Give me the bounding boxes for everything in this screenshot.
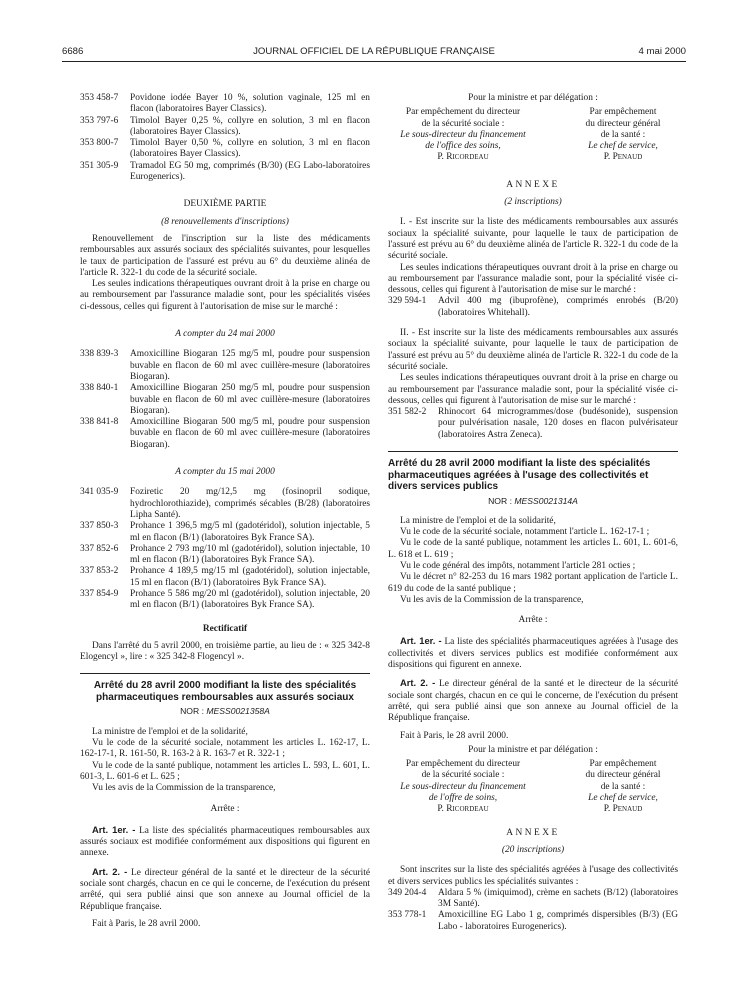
list-item: 351 305-9 Tramadol EG 50 mg, comprimés (B/30) (EG Labo-laboratoires Eurogenerics). [80, 160, 370, 183]
issue-date: 4 mai 2000 [638, 46, 686, 57]
entries-top [80, 93, 370, 183]
annexe-title: ANNEXE [506, 179, 560, 190]
visa-line: Vu le code de la sécurité sociale, notamment les articles L. 162-17, L. 162-17-1, R. 161-50, R. 163-2 à R. 163-7 et R. 322-1 ; [80, 738, 370, 760]
arrete-block [80, 673, 370, 930]
part-title: DEUXIÈME PARTIE [183, 199, 267, 210]
signature-right: Par empêchement du directeur général de la santé : Le chef de service, P. Penaud [585, 107, 661, 163]
arrete-block-2 [388, 451, 678, 933]
part-subtitle: (8 renouvellements d'inscriptions) [161, 216, 289, 227]
list-item: 341 035-9 Foziretic 20 mg/12,5 mg (fosinopril sodique, hydrochlorothiazide), comprimés sécables (B/28) (laboratoires Lipha Santé). [80, 487, 370, 520]
entries-date1 [80, 349, 370, 451]
nor-reference: NOR : MESS0021314A [488, 495, 578, 506]
list-item: 338 839-3 Amoxicilline Biogaran 125 mg/5 ml, poudre pour suspension buvable en flacon de 60 ml avec cuillère-mesure (laboratoires Biogaran). [80, 349, 370, 382]
article-2: Art. 2. - Le directeur général de la santé et le directeur de la sécurité sociale sont chargés, chacun en ce qui le concerne, de l'exécution du présent arrêté, qui sera publié ainsi que son annexe au Journal officiel de la République française. [388, 677, 678, 724]
part-paragraph: Les seules indications thérapeutiques ouvrant droit à la prise en charge ou au remboursement par l'assurance maladie sont, pour les spécialités visées ci-dessous, celles qui figurent à l'autorisation de mise sur le marché : [80, 279, 370, 312]
list-item: 353 797-6 Timolol Bayer 0,25 %, collyre en solution, 3 ml en flacon (laboratoires Bayer Classics). [80, 115, 370, 137]
visa-line: Vu le code général des impôts, notamment l'article 281 octies ; [400, 561, 636, 571]
annexe-paragraph: Les seules indications thérapeutiques ouvrant droit à la prise en charge ou au remboursement par l'assurance maladie sont, pour la spécialité visée ci-dessous, celles qui figurent à l'autorisation de mise sur le marché : [388, 262, 678, 296]
list-item: 337 850-3 Prohance 1 396,5 mg/5 ml (gadotéridol), solution injectable, 5 ml en flacon (B/1) (laboratoires Byk France SA). [80, 521, 370, 543]
fait-a-paris: Fait à Paris, le 28 avril 2000. [92, 918, 201, 929]
page-header [62, 46, 686, 60]
annexe-subtitle: (2 inscriptions) [504, 197, 562, 208]
nor-reference: NOR : MESS0021358A [180, 706, 270, 717]
annexe-paragraph: Sont inscrites sur la liste des spécialités agréées à l'usage des collectivités et divers services publics les spécialités suivantes : [388, 865, 678, 887]
visa-line: Vu le code de la santé publique, notamment les articles L. 593, L. 601, L. 601-3, L. 601-6 et L. 625 ; [80, 760, 370, 782]
annexe-subtitle: (20 inscriptions) [501, 844, 565, 855]
left-column [80, 93, 370, 930]
list-item: 329 594-1 Advil 400 mg (ibuprofène), comprimés enrobés (B/20) (laboratoires Whitehall). [388, 296, 678, 318]
right-column [388, 93, 678, 933]
visa-line: Vu les avis de la Commission de la transparence, [400, 594, 584, 605]
list-item: 353 458-7 Povidone iodée Bayer 10 %, solution vaginale, 125 ml en flacon (laboratoires Bayer Classics). [80, 93, 370, 115]
list-item: 338 841-8 Amoxicilline Biogaran 500 mg/5 ml, poudre pour suspension buvable en flacon de 60 ml avec cuillère-mesure (laboratoires Biogaran). [80, 417, 370, 450]
annexe-paragraph: Les seules indications thérapeutiques ouvrant droit à la prise en charge ou au remboursement par l'assurance maladie sont, pour la spécialité visée ci-dessous, celles qui figurent à l'autorisation de mise sur le marché : [388, 373, 678, 406]
entries-date2 [80, 487, 370, 611]
list-item: 337 853-2 Prohance 4 189,5 mg/15 ml (gadotéridol), solution injectable, 15 ml en flacon (B/1) (laboratoires Byk France SA). [80, 566, 370, 588]
date-heading: A compter du 15 mai 2000 [175, 467, 275, 478]
annexe-paragraph: I. - Est inscrite sur la liste des médicaments remboursables aux assurés sociaux la spécialité suivante, pour laquelle le taux de participation de l'assuré est prévu au 6° du deuxième alinéa de l'article R. 322-1 du code de la sécurité sociale. [388, 217, 678, 262]
journal-title: JOURNAL OFFICIEL DE LA RÉPUBLIQUE FRANÇAISE [253, 46, 495, 57]
signature-left: Par empêchement du directeur de la sécurité sociale : Le sous-directeur du financement de l'offre de soins, P. Ricordeau [400, 759, 526, 815]
list-item: 349 204-4 Aldara 5 % (imiquimod), crème en sachets (B/12) (laboratoires 3M Santé). [388, 887, 678, 910]
arrete-title: Arrêté du 28 avril 2000 modifiant la liste des spécialités pharmaceutiques agréées à l'usage des collectivités et divers services publics [388, 458, 651, 493]
article-1: Art. 1er. - La liste des spécialités pharmaceutiques remboursables aux assurés sociaux est modifiée conformément aux dispositions qui figurent en annexe. [80, 823, 371, 859]
arrete-word: Arrête : [210, 803, 240, 814]
visa-line: La ministre de l'emploi et de la solidarité, [400, 515, 556, 526]
article-1: Art. 1er. - La liste des spécialités pharmaceutiques agréées à l'usage des collectivités et divers services publics est modifiée conformément aux dispositions qui figurent en annexe. [388, 635, 678, 671]
signature-left: Par empêchement du directeur de la sécurité sociale : Le sous-directeur du financement de l'office des soins, P. Ricordeau [400, 107, 526, 163]
annexe-paragraph: II. - Est inscrite sur la liste des médicaments remboursables aux assurés sociaux la spécialité suivante, pour laquelle le taux de participation de l'assuré est prévu au 5° du deuxième alinéa de l'article R. 322-1 du code de la sécurité sociale. [388, 328, 678, 372]
list-item: 353 800-7 Timolol Bayer 0,50 %, collyre en solution, 3 ml en flacon (laboratoires Bayer Classics). [80, 138, 370, 160]
visa-line: La ministre de l'emploi et de la solidarité, [92, 726, 248, 737]
rectificatif-title: Rectificatif [202, 623, 248, 634]
arrete-title: Arrêté du 28 avril 2000 modifiant la liste des spécialités pharmaceutiques remboursables aux assurés sociaux [93, 680, 357, 703]
visa-line: Vu le décret n° 82-253 du 16 mars 1982 portant application de l'article L. 619 du code de la santé publique ; [388, 572, 678, 594]
fait-a-paris: Fait à Paris, le 28 avril 2000. [400, 730, 509, 741]
page-number: 6686 [62, 46, 84, 57]
delegation-line: Pour la ministre et par délégation : [468, 93, 598, 103]
date-heading: A compter du 24 mai 2000 [175, 329, 275, 340]
signature-block [388, 759, 678, 815]
visa-line: Vu le code de la santé publique, notamment les articles L. 601, L. 601-6, L. 618 et L. 619 ; [388, 538, 678, 560]
annexe-title: ANNEXE [506, 827, 560, 838]
header-rule [62, 61, 686, 62]
delegation-line: Pour la ministre et par délégation : [468, 744, 598, 755]
visa-line: Vu le code de la sécurité sociale, notamment l'article L. 162-17-1 ; [400, 527, 650, 538]
list-item: 338 840-1 Amoxicilline Biogaran 250 mg/5 ml, poudre pour suspension buvable en flacon de 60 ml avec cuillère-mesure (laboratoires Biogaran). [80, 383, 370, 416]
arrete-word: Arrête : [518, 615, 548, 626]
list-item: 337 852-6 Prohance 2 793 mg/10 ml (gadotéridol), solution injectable, 10 ml en flacon (B/1) (laboratoires Byk France SA). [80, 543, 370, 566]
list-item: 337 854-9 Prohance 5 586 mg/20 ml (gadotéridol), solution injectable, 20 ml en flacon (B/1) (laboratoires Byk France SA). [80, 588, 370, 611]
part-paragraph: Renouvellement de l'inscription sur la liste des médicaments remboursables aux assurés sociaux des spécialités suivantes, pour lesquelles le taux de participation de l'assuré est prévu au 6° du deuxième alinéa de l'article R. 322-1 du code de la sécurité sociale. [80, 233, 370, 278]
list-item: 351 582-2 Rhinocort 64 microgrammes/dose (budésonide), suspension pour pulvérisation nasale, 120 doses en flacon pulvérisateur (laboratoires Astra Zeneca). [388, 407, 678, 440]
article-2: Art. 2. - Le directeur général de la santé et le directeur de la sécurité sociale sont chargés, chacun en ce qui le concerne, de l'exécution du présent arrêté, qui sera publié ainsi que son annexe au Journal officiel de la République française. [80, 865, 370, 912]
visa-line: Vu les avis de la Commission de la transparence, [92, 783, 276, 794]
signature-block [388, 107, 678, 163]
list-item: 353 778-1 Amoxicilline EG Labo 1 g, comprimés dispersibles (B/3) (EG Labo - laboratoires Eurogenerics). [388, 910, 678, 932]
signature-right: Par empêchement du directeur général de la santé : Le chef de service, P. Penaud [585, 759, 661, 815]
rectificatif-text: Dans l'arrêté du 5 avril 2000, en troisième partie, au lieu de : « 325 342-8 Elogencyl », lire : « 325 342-8 Flogencyl ». [80, 640, 370, 663]
